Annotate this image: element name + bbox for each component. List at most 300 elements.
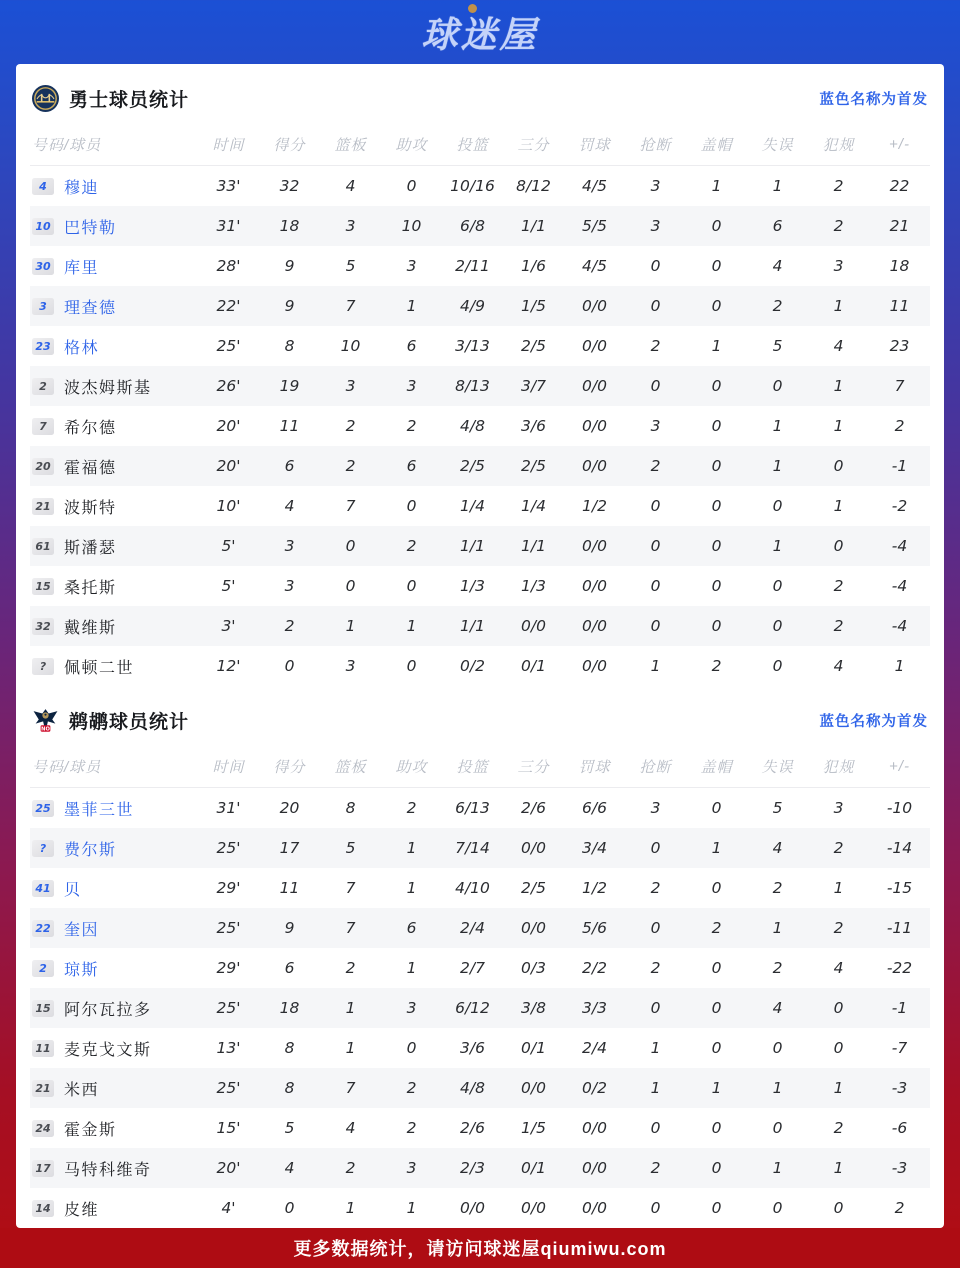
stat-cell: -4 <box>891 577 908 595</box>
gold-dot-icon <box>468 4 477 13</box>
col-header: 助攻 <box>381 123 442 166</box>
table-header-row <box>30 123 930 166</box>
footer-bar <box>0 1228 960 1268</box>
stat-cell: 1 <box>894 657 905 675</box>
stat-cell: 2/4 <box>460 919 485 937</box>
stat-cell: 2/4 <box>582 1039 607 1057</box>
stat-cell: 2/5 <box>521 337 546 355</box>
stat-cell: 15' <box>216 1119 241 1137</box>
stat-cell: 0 <box>711 1199 722 1217</box>
stat-cell: 0 <box>650 577 661 595</box>
stat-cell: 0/0 <box>582 1199 607 1217</box>
stat-cell: 4 <box>833 657 844 675</box>
col-header: 号码/球员 <box>30 123 198 166</box>
stats-card <box>16 64 944 1228</box>
stat-cell: 25' <box>216 1079 241 1097</box>
stat-cell: 8 <box>284 1039 295 1057</box>
player-name[interactable]: 波斯特 <box>64 497 117 517</box>
table-header-row <box>30 745 930 788</box>
stat-cell: 2 <box>406 1079 417 1097</box>
player-row <box>30 908 930 948</box>
stat-cell: 1 <box>650 1079 661 1097</box>
stat-cell: 1 <box>833 377 844 395</box>
stat-cell: 1/2 <box>582 879 607 897</box>
player-name-wrap <box>30 295 198 318</box>
stat-cell: 2 <box>650 959 661 977</box>
player-number-badge: 7 <box>32 418 54 435</box>
stat-cell: 8/13 <box>455 377 490 395</box>
stat-cell: 4 <box>772 257 783 275</box>
stat-cell: 6 <box>406 919 417 937</box>
stat-cell: 2/3 <box>460 1159 485 1177</box>
col-header: 助攻 <box>381 745 442 788</box>
col-header: 篮板 <box>320 745 381 788</box>
stat-cell: 0/0 <box>582 537 607 555</box>
section-header <box>30 64 930 123</box>
stat-cell: -3 <box>891 1159 908 1177</box>
player-row <box>30 868 930 908</box>
stat-cell: 0/0 <box>582 657 607 675</box>
player-name-wrap <box>30 997 198 1020</box>
player-cell <box>30 526 198 566</box>
player-cell <box>30 828 198 868</box>
stat-cell: 0/0 <box>582 457 607 475</box>
stat-cell: 5 <box>772 337 783 355</box>
stat-cell: 1/1 <box>460 617 485 635</box>
col-header: 三分 <box>503 123 564 166</box>
player-name[interactable]: 马特科维奇 <box>64 1159 152 1179</box>
stat-cell: -7 <box>891 1039 908 1057</box>
stat-cell: 0 <box>650 377 661 395</box>
col-header: 投篮 <box>442 745 503 788</box>
stat-cell: 5 <box>284 1119 295 1137</box>
player-name[interactable]: 费尔斯 <box>64 839 117 859</box>
stat-cell: 1 <box>345 1199 356 1217</box>
stat-cell: 0 <box>711 377 722 395</box>
stat-cell: 0 <box>406 577 417 595</box>
stat-cell: 3 <box>406 999 417 1017</box>
player-row <box>30 286 930 326</box>
player-name-wrap <box>30 255 198 278</box>
player-stats-table <box>30 745 930 1228</box>
stat-cell: 0/0 <box>582 1159 607 1177</box>
stat-cell: 6 <box>406 457 417 475</box>
stat-cell: 0/0 <box>582 1119 607 1137</box>
stat-cell: 0 <box>711 879 722 897</box>
player-row <box>30 1028 930 1068</box>
player-number-badge: 2 <box>32 960 54 977</box>
stat-cell: 1 <box>772 457 783 475</box>
stat-cell: 1 <box>711 337 722 355</box>
stat-cell: 2/6 <box>460 1119 485 1137</box>
stat-cell: 29' <box>216 879 241 897</box>
player-number-badge: 23 <box>32 338 54 355</box>
stat-cell: 11 <box>279 879 300 897</box>
stat-cell: 0/0 <box>582 337 607 355</box>
col-header: 失误 <box>747 123 808 166</box>
stat-cell: 12' <box>216 657 241 675</box>
stat-cell: 1 <box>345 1039 356 1057</box>
stat-cell: 5/5 <box>582 217 607 235</box>
stat-cell: 0 <box>772 1199 783 1217</box>
stat-cell: 1 <box>406 959 417 977</box>
player-number-badge: 30 <box>32 258 54 275</box>
stat-cell: 1 <box>650 657 661 675</box>
stat-cell: 1 <box>833 1159 844 1177</box>
stat-cell: 0 <box>650 999 661 1017</box>
player-row <box>30 366 930 406</box>
stat-cell: 2 <box>772 959 783 977</box>
stat-cell: 1 <box>406 1199 417 1217</box>
stat-cell: 1/4 <box>521 497 546 515</box>
stat-cell: 1 <box>833 297 844 315</box>
player-name-wrap <box>30 1117 198 1140</box>
player-cell <box>30 406 198 446</box>
stat-cell: 2 <box>833 577 844 595</box>
player-cell <box>30 908 198 948</box>
stat-cell: 0/0 <box>582 297 607 315</box>
stat-cell: 0 <box>711 1039 722 1057</box>
stat-cell: 0 <box>772 497 783 515</box>
player-cell <box>30 1108 198 1148</box>
stat-cell: 2 <box>833 617 844 635</box>
warriors-stats-section <box>30 64 930 686</box>
stat-cell: 5' <box>221 577 236 595</box>
player-row <box>30 246 930 286</box>
stat-cell: 11 <box>279 417 300 435</box>
stat-cell: 1/1 <box>521 537 546 555</box>
stat-cell: 2 <box>650 1159 661 1177</box>
stat-cell: 6 <box>772 217 783 235</box>
stat-cell: -14 <box>886 839 913 857</box>
stat-cell: 0 <box>711 497 722 515</box>
player-cell <box>30 166 198 207</box>
stat-cell: 13' <box>216 1039 241 1057</box>
stat-cell: 3/7 <box>521 377 546 395</box>
stat-cell: 4/8 <box>460 417 485 435</box>
stat-cell: 0/1 <box>521 657 546 675</box>
stat-cell: 10 <box>340 337 361 355</box>
stat-cell: 3' <box>221 617 236 635</box>
player-name[interactable]: 霍福德 <box>64 457 117 477</box>
player-name[interactable]: 奎因 <box>64 919 100 939</box>
player-number-badge: ? <box>32 658 54 675</box>
stat-cell: -1 <box>891 999 908 1017</box>
col-header: 犯规 <box>808 745 869 788</box>
player-name[interactable]: 米西 <box>64 1079 100 1099</box>
player-cell <box>30 1068 198 1108</box>
stat-cell: 2 <box>406 799 417 817</box>
player-name[interactable]: 皮维 <box>64 1199 100 1219</box>
stat-cell: 0 <box>345 537 356 555</box>
stat-cell: 0 <box>284 657 295 675</box>
player-cell <box>30 868 198 908</box>
stat-cell: 20' <box>216 1159 241 1177</box>
player-row <box>30 206 930 246</box>
player-name-wrap <box>30 655 198 678</box>
stat-cell: 0 <box>833 1199 844 1217</box>
stat-cell: 21 <box>889 217 910 235</box>
player-cell <box>30 326 198 366</box>
stat-cell: 31' <box>216 799 241 817</box>
stat-cell: 9 <box>284 257 295 275</box>
player-cell <box>30 606 198 646</box>
player-name[interactable]: 斯潘瑟 <box>64 537 117 557</box>
stat-cell: 3 <box>345 377 356 395</box>
player-row <box>30 948 930 988</box>
col-header: 号码/球员 <box>30 745 198 788</box>
player-name-wrap <box>30 837 198 860</box>
stat-cell: 4/10 <box>455 879 490 897</box>
stat-cell: 29' <box>216 959 241 977</box>
section-header <box>30 686 930 745</box>
stat-cell: 2 <box>711 919 722 937</box>
col-header: 篮板 <box>320 123 381 166</box>
stat-cell: -4 <box>891 617 908 635</box>
player-number-badge: 21 <box>32 498 54 515</box>
player-name[interactable]: 库里 <box>64 257 100 277</box>
stat-cell: 0/1 <box>521 1039 546 1057</box>
stat-cell: 0 <box>711 617 722 635</box>
stat-cell: 2 <box>406 417 417 435</box>
player-cell <box>30 446 198 486</box>
player-name[interactable]: 琼斯 <box>64 959 100 979</box>
player-row <box>30 646 930 686</box>
stat-cell: 25' <box>216 337 241 355</box>
player-cell <box>30 988 198 1028</box>
stat-cell: 0 <box>711 577 722 595</box>
stat-cell: 0/2 <box>582 1079 607 1097</box>
stat-cell: 5 <box>345 257 356 275</box>
stat-cell: -10 <box>886 799 913 817</box>
stat-cell: 20' <box>216 417 241 435</box>
player-number-badge: 22 <box>32 920 54 937</box>
stat-cell: 26' <box>216 377 241 395</box>
stat-cell: 32 <box>279 177 300 195</box>
stat-cell: 0/3 <box>521 959 546 977</box>
stat-cell: 2/6 <box>521 799 546 817</box>
warriors-logo-icon <box>32 85 59 112</box>
player-name[interactable]: 霍金斯 <box>64 1119 117 1139</box>
stat-cell: 0 <box>711 799 722 817</box>
stat-cell: 2/7 <box>460 959 485 977</box>
stat-cell: 4 <box>284 497 295 515</box>
stat-cell: 1 <box>833 1079 844 1097</box>
stat-cell: 4/5 <box>582 257 607 275</box>
stat-cell: 0 <box>650 257 661 275</box>
col-header: +/- <box>869 745 930 788</box>
player-name-wrap <box>30 455 198 478</box>
stat-cell: 1 <box>711 177 722 195</box>
player-number-badge: 15 <box>32 1000 54 1017</box>
stat-cell: 2 <box>833 177 844 195</box>
col-header: 罚球 <box>564 123 625 166</box>
stat-cell: 25' <box>216 999 241 1017</box>
player-name-wrap <box>30 1197 198 1220</box>
stat-cell: 5 <box>345 839 356 857</box>
stat-cell: 0/0 <box>582 617 607 635</box>
pelicans-stats-section <box>30 686 930 1228</box>
stat-cell: 1 <box>772 537 783 555</box>
player-row <box>30 606 930 646</box>
player-name[interactable]: 格林 <box>64 337 100 357</box>
stat-cell: 10' <box>216 497 241 515</box>
player-cell <box>30 1188 198 1228</box>
player-name-wrap <box>30 797 198 820</box>
pelicans-logo-icon <box>32 707 59 734</box>
stat-cell: 0 <box>711 257 722 275</box>
col-header: 失误 <box>747 745 808 788</box>
stat-cell: 18 <box>279 217 300 235</box>
col-header: 抢断 <box>625 745 686 788</box>
stat-cell: 0 <box>711 999 722 1017</box>
stat-cell: 1/2 <box>582 497 607 515</box>
stat-cell: 2/5 <box>521 879 546 897</box>
player-number-badge: 17 <box>32 1160 54 1177</box>
stat-cell: 22' <box>216 297 241 315</box>
stat-cell: 2 <box>894 417 905 435</box>
col-header: 盖帽 <box>686 745 747 788</box>
stat-cell: 3 <box>345 657 356 675</box>
stat-cell: 0 <box>711 1159 722 1177</box>
stat-cell: 8 <box>284 337 295 355</box>
stat-cell: 0 <box>772 1119 783 1137</box>
stat-cell: 25' <box>216 919 241 937</box>
stat-cell: 3 <box>833 257 844 275</box>
stat-cell: 3 <box>833 799 844 817</box>
stat-cell: 2 <box>650 337 661 355</box>
col-header: 罚球 <box>564 745 625 788</box>
stat-cell: 8/12 <box>516 177 551 195</box>
player-name[interactable]: 桑托斯 <box>64 577 117 597</box>
stat-cell: -6 <box>891 1119 908 1137</box>
player-name[interactable]: 穆迪 <box>64 177 100 197</box>
player-name[interactable]: 理查德 <box>64 297 117 317</box>
player-row <box>30 406 930 446</box>
stat-cell: 1/3 <box>521 577 546 595</box>
player-name-wrap <box>30 495 198 518</box>
stat-cell: 2 <box>833 1119 844 1137</box>
stat-cell: 1 <box>772 417 783 435</box>
player-number-badge: 25 <box>32 800 54 817</box>
player-number-badge: 11 <box>32 1040 54 1057</box>
stat-cell: 1 <box>772 1079 783 1097</box>
stat-cell: 3 <box>406 1159 417 1177</box>
stat-cell: 2 <box>284 617 295 635</box>
player-name-wrap <box>30 1077 198 1100</box>
stat-cell: 0/2 <box>460 657 485 675</box>
player-row <box>30 486 930 526</box>
stat-cell: 3/8 <box>521 999 546 1017</box>
player-name-wrap <box>30 375 198 398</box>
stat-cell: 18 <box>889 257 910 275</box>
stat-cell: 5/6 <box>582 919 607 937</box>
col-header: 犯规 <box>808 123 869 166</box>
player-cell <box>30 1028 198 1068</box>
stat-cell: 0/0 <box>521 617 546 635</box>
team-title: 鹈鹕球员统计 <box>69 712 190 733</box>
player-name-wrap <box>30 1037 198 1060</box>
stat-cell: 4/8 <box>460 1079 485 1097</box>
stat-cell: 3 <box>650 177 661 195</box>
stat-cell: 0 <box>406 177 417 195</box>
stat-cell: 3 <box>406 257 417 275</box>
player-row <box>30 566 930 606</box>
player-name[interactable]: 波杰姆斯基 <box>64 377 152 397</box>
player-cell <box>30 948 198 988</box>
player-name[interactable]: 麦克戈文斯 <box>64 1039 152 1059</box>
player-name[interactable]: 墨菲三世 <box>64 799 135 819</box>
stat-cell: 1 <box>650 1039 661 1057</box>
stat-cell: 1 <box>345 999 356 1017</box>
stat-cell: -2 <box>891 497 908 515</box>
stat-cell: 0/0 <box>521 919 546 937</box>
player-cell <box>30 366 198 406</box>
stat-cell: 2/5 <box>521 457 546 475</box>
player-name-wrap <box>30 615 198 638</box>
stat-cell: 3 <box>284 537 295 555</box>
stat-cell: 18 <box>279 999 300 1017</box>
stat-cell: 3 <box>650 217 661 235</box>
stat-cell: 2 <box>772 879 783 897</box>
starter-legend: 蓝色名称为首发 <box>819 714 928 730</box>
col-header: 时间 <box>198 123 259 166</box>
player-name[interactable]: 希尔德 <box>64 417 117 437</box>
stat-cell: 0 <box>833 999 844 1017</box>
player-cell <box>30 486 198 526</box>
stat-cell: 10 <box>401 217 422 235</box>
stat-cell: 17 <box>279 839 300 857</box>
player-cell <box>30 246 198 286</box>
stat-cell: 7 <box>345 919 356 937</box>
stat-cell: 2 <box>650 879 661 897</box>
stat-cell: 3/4 <box>582 839 607 857</box>
stat-cell: -22 <box>886 959 913 977</box>
player-name[interactable]: 巴特勒 <box>64 217 117 237</box>
col-header: 投篮 <box>442 123 503 166</box>
stat-cell: 3/13 <box>455 337 490 355</box>
stat-cell: 7/14 <box>455 839 490 857</box>
player-name[interactable]: 佩顿二世 <box>64 657 135 677</box>
player-name-wrap <box>30 215 198 238</box>
stat-cell: 0 <box>772 657 783 675</box>
stat-cell: 1/1 <box>521 217 546 235</box>
stat-cell: 0 <box>711 1119 722 1137</box>
stat-cell: 0 <box>772 377 783 395</box>
stat-cell: 1/6 <box>521 257 546 275</box>
player-number-badge: 24 <box>32 1120 54 1137</box>
stat-cell: 4 <box>345 177 356 195</box>
player-number-badge: 21 <box>32 1080 54 1097</box>
stat-cell: 3 <box>406 377 417 395</box>
player-name[interactable]: 戴维斯 <box>64 617 117 637</box>
stat-cell: 0 <box>711 959 722 977</box>
player-number-badge: 20 <box>32 458 54 475</box>
stat-cell: 7 <box>345 497 356 515</box>
stat-cell: 6/6 <box>582 799 607 817</box>
player-name[interactable]: 阿尔瓦拉多 <box>64 999 152 1019</box>
stat-cell: 0 <box>833 537 844 555</box>
player-name-wrap <box>30 335 198 358</box>
stat-cell: 3 <box>345 217 356 235</box>
stat-cell: 0 <box>650 537 661 555</box>
stat-cell: 28' <box>216 257 241 275</box>
stat-cell: 0 <box>650 839 661 857</box>
stat-cell: 0 <box>711 297 722 315</box>
stat-cell: 6 <box>406 337 417 355</box>
player-name[interactable]: 贝 <box>64 879 82 899</box>
stat-cell: 0 <box>711 537 722 555</box>
